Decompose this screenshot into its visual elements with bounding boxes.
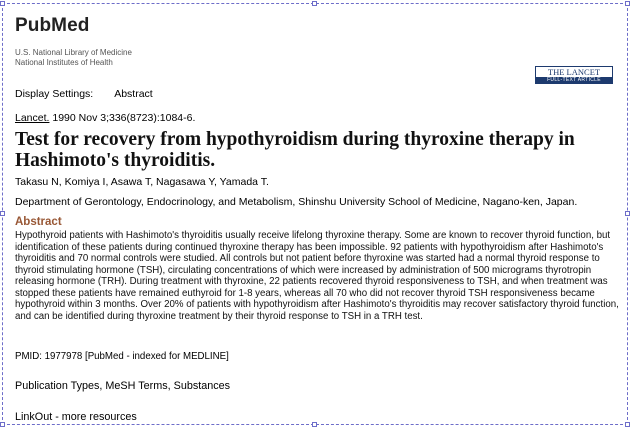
nlm-text	[15, 48, 132, 68]
display-settings[interactable]	[15, 88, 153, 100]
authors[interactable]: Takasu N, Komiya I, Asawa T, Nagasawa Y, Yamada T.	[15, 176, 269, 188]
lancet-subtitle: FULL-TEXT ARTICLE	[536, 77, 612, 83]
resize-handle[interactable]	[0, 211, 5, 216]
nlm-line: U.S. National Library of Medicine	[15, 48, 132, 57]
resize-handle[interactable]	[625, 422, 630, 427]
display-settings-label: Display Settings:	[15, 88, 94, 100]
citation	[15, 112, 195, 124]
pub-types-section-toggle[interactable]: Publication Types, MeSH Terms, Substances	[15, 380, 231, 392]
resize-handle[interactable]	[625, 211, 630, 216]
affiliation: Department of Gerontology, Endocrinology, and Metabolism, Shinshu University School of Medicine, Nagano-ken, Japan.	[15, 196, 578, 208]
selection-frame	[2, 3, 628, 425]
journal-link[interactable]: Lancet.	[15, 112, 50, 124]
linkout-section-toggle[interactable]: LinkOut - more resources	[15, 411, 137, 423]
lancet-fulltext-link[interactable]	[535, 66, 613, 84]
resize-handle[interactable]	[0, 422, 5, 427]
pmid: PMID: 1977978 [PubMed - indexed for MEDLINE]	[15, 351, 229, 362]
resize-handle[interactable]	[625, 1, 630, 6]
citation-details: 1990 Nov 3;336(8723):1084-6.	[49, 112, 196, 124]
pubmed-logo[interactable]: PubMed	[15, 15, 90, 36]
article-title: Test for recovery from hypothyroidism during thyroxine therapy in Hashimoto's thyroiditis.	[15, 129, 575, 171]
resize-handle[interactable]	[0, 1, 5, 6]
abstract-text: Hypothyroid patients with Hashimoto's thyroiditis usually receive lifelong thyroxine therapy. Some are known to recover thyroid function, but identification of these patients during continued thyroxine therapy has been impossible. 92 patients with hypothyroidism after Hashimoto's thyroiditis and 70 normal controls were studied. All controls but not patient before thyroxine was started had a normal thyroid response to thyroid stimulating hormone (TSH), circulating concentrations of which were increased by administration of 500 micrograms thyrotropin releasing hormone (TRH). During treatment with thyroxine, 22 patients recovered thyroid responsiveness to TSH, and when treatment was stopped these patients have remained euthyroid for 1-8 years, whereas all 70 who did not recover thyroid TSH responsiveness became hypothyroid within 3 months. Over 20% of patients with hypothyroidism after Hashimoto's thyroiditis may recover satisfactory thyroid function, and can be identified during thyroxine treatment by their thyroid response to TSH in a TRH test.	[15, 230, 619, 322]
resize-handle[interactable]	[312, 422, 317, 427]
nih-line: National Institutes of Health	[15, 58, 113, 67]
display-settings-value[interactable]: Abstract	[114, 88, 153, 100]
resize-handle[interactable]	[312, 1, 317, 6]
lancet-title: THE LANCET	[547, 67, 601, 77]
abstract-heading: Abstract	[15, 216, 62, 228]
